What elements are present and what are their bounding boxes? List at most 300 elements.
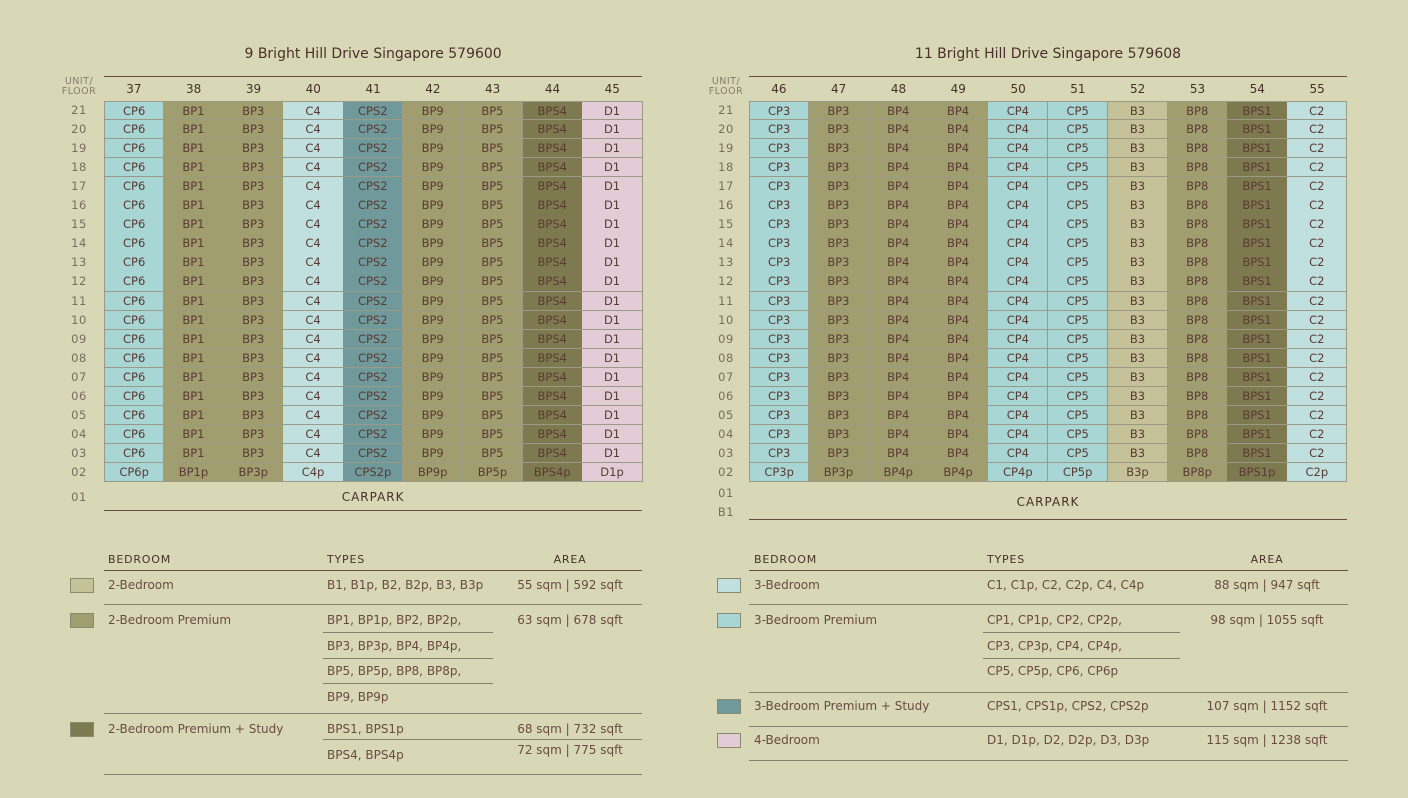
unit-type-cell[interactable]: BPS4	[523, 215, 583, 234]
unit-type-cell[interactable]: C4	[283, 196, 343, 215]
unit-type-cell[interactable]: CPS2	[343, 444, 403, 463]
unit-type-cell[interactable]: CP5	[1048, 139, 1108, 158]
unit-type-cell[interactable]: CP6	[104, 158, 164, 177]
unit-type-cell[interactable]: CP5	[1048, 387, 1108, 406]
unit-type-cell[interactable]: BP4	[928, 196, 988, 215]
unit-type-cell[interactable]: BP3	[224, 330, 284, 349]
unit-type-cell[interactable]: BP5	[463, 330, 523, 349]
unit-type-cell[interactable]: CP6	[104, 311, 164, 330]
unit-type-cell[interactable]: BP3	[224, 215, 284, 234]
unit-type-cell[interactable]: BP3	[224, 253, 284, 272]
unit-type-cell[interactable]: CPS2	[343, 349, 403, 368]
unit-type-cell[interactable]: CP6	[104, 444, 164, 463]
unit-type-cell[interactable]: CPS2	[343, 272, 403, 291]
unit-type-cell[interactable]: BP1	[164, 215, 224, 234]
unit-type-cell[interactable]: BP4	[869, 215, 929, 234]
unit-type-cell[interactable]: CP5	[1048, 101, 1108, 120]
unit-type-cell[interactable]: B3	[1108, 158, 1168, 177]
unit-type-cell[interactable]: BP3	[809, 387, 869, 406]
unit-type-cell[interactable]: BP5	[463, 292, 523, 311]
unit-type-cell[interactable]: BP1	[164, 292, 224, 311]
unit-type-cell[interactable]: BP4	[928, 406, 988, 425]
unit-type-cell[interactable]: D1	[582, 196, 642, 215]
unit-type-cell[interactable]: BP8	[1168, 120, 1228, 139]
unit-type-cell[interactable]: C2	[1287, 196, 1347, 215]
unit-type-cell[interactable]: CP6	[104, 368, 164, 387]
unit-type-cell[interactable]: BPS1	[1227, 368, 1287, 387]
unit-type-cell[interactable]: BPS4	[523, 311, 583, 330]
unit-type-cell[interactable]: BP1	[164, 101, 224, 120]
unit-type-cell[interactable]: BPS4	[523, 425, 583, 444]
unit-type-cell[interactable]: BP9	[403, 196, 463, 215]
unit-type-cell[interactable]: BPS4	[523, 158, 583, 177]
unit-type-cell[interactable]: BP5	[463, 368, 523, 387]
unit-type-cell[interactable]: BPS1	[1227, 177, 1287, 196]
unit-type-cell[interactable]: BP4	[869, 120, 929, 139]
unit-type-cell[interactable]: BPS4p	[523, 463, 583, 482]
unit-type-cell[interactable]: BP1	[164, 120, 224, 139]
unit-type-cell[interactable]: BPS1	[1227, 349, 1287, 368]
unit-type-cell[interactable]: BP9	[403, 368, 463, 387]
unit-type-cell[interactable]: CP5	[1048, 368, 1108, 387]
unit-type-cell[interactable]: CP5	[1048, 215, 1108, 234]
unit-type-cell[interactable]: C2	[1287, 101, 1347, 120]
unit-type-cell[interactable]: CP5	[1048, 349, 1108, 368]
unit-type-cell[interactable]: BPS4	[523, 196, 583, 215]
unit-type-cell[interactable]: D1	[582, 444, 642, 463]
unit-type-cell[interactable]: CP5	[1048, 406, 1108, 425]
unit-type-cell[interactable]: CP3	[749, 425, 809, 444]
unit-type-cell[interactable]: BP4	[928, 368, 988, 387]
unit-type-cell[interactable]: BP3	[224, 444, 284, 463]
unit-type-cell[interactable]: BP1p	[164, 463, 224, 482]
unit-type-cell[interactable]: BP9	[403, 215, 463, 234]
unit-type-cell[interactable]: CP6p	[104, 463, 164, 482]
unit-type-cell[interactable]: C4	[283, 139, 343, 158]
unit-type-cell[interactable]: CP4	[988, 253, 1048, 272]
unit-type-cell[interactable]: BP5	[463, 196, 523, 215]
unit-type-cell[interactable]: B3	[1108, 215, 1168, 234]
unit-type-cell[interactable]: CP4	[988, 292, 1048, 311]
unit-type-cell[interactable]: BPS1	[1227, 234, 1287, 253]
unit-type-cell[interactable]: CPS2	[343, 177, 403, 196]
unit-type-cell[interactable]: CP5	[1048, 158, 1108, 177]
unit-type-cell[interactable]: D1	[582, 349, 642, 368]
unit-type-cell[interactable]: BP9	[403, 158, 463, 177]
unit-type-cell[interactable]: BP4	[928, 425, 988, 444]
unit-type-cell[interactable]: D1	[582, 253, 642, 272]
unit-type-cell[interactable]: BP1	[164, 196, 224, 215]
unit-type-cell[interactable]: CP6	[104, 330, 164, 349]
unit-type-cell[interactable]: BP9	[403, 101, 463, 120]
unit-type-cell[interactable]: CP6	[104, 120, 164, 139]
unit-type-cell[interactable]: BPS4	[523, 234, 583, 253]
unit-type-cell[interactable]: CP4	[988, 177, 1048, 196]
unit-type-cell[interactable]: B3	[1108, 425, 1168, 444]
unit-type-cell[interactable]: C4	[283, 177, 343, 196]
unit-type-cell[interactable]: BP4	[869, 330, 929, 349]
unit-type-cell[interactable]: BP9	[403, 311, 463, 330]
unit-type-cell[interactable]: CP4	[988, 406, 1048, 425]
unit-type-cell[interactable]: BPS4	[523, 120, 583, 139]
unit-type-cell[interactable]: BP3	[809, 425, 869, 444]
unit-type-cell[interactable]: C4	[283, 330, 343, 349]
unit-type-cell[interactable]: D1	[582, 311, 642, 330]
unit-type-cell[interactable]: CPS2	[343, 253, 403, 272]
unit-type-cell[interactable]: BP9	[403, 425, 463, 444]
unit-type-cell[interactable]: CP3	[749, 196, 809, 215]
unit-type-cell[interactable]: BPS1	[1227, 444, 1287, 463]
unit-type-cell[interactable]: CPS2	[343, 387, 403, 406]
unit-type-cell[interactable]: D1	[582, 292, 642, 311]
unit-type-cell[interactable]: BP4	[928, 253, 988, 272]
unit-type-cell[interactable]: C4	[283, 406, 343, 425]
unit-type-cell[interactable]: BP8	[1168, 253, 1228, 272]
unit-type-cell[interactable]: B3	[1108, 387, 1168, 406]
unit-type-cell[interactable]: BP9	[403, 120, 463, 139]
unit-type-cell[interactable]: CP4p	[988, 463, 1048, 482]
unit-type-cell[interactable]: BP9	[403, 349, 463, 368]
unit-type-cell[interactable]: BPS1	[1227, 253, 1287, 272]
unit-type-cell[interactable]: BP3	[224, 311, 284, 330]
unit-type-cell[interactable]: BPS4	[523, 330, 583, 349]
unit-type-cell[interactable]: CP6	[104, 234, 164, 253]
unit-type-cell[interactable]: D1	[582, 234, 642, 253]
unit-type-cell[interactable]: CP3	[749, 120, 809, 139]
unit-type-cell[interactable]: CPS2	[343, 330, 403, 349]
unit-type-cell[interactable]: B3	[1108, 406, 1168, 425]
unit-type-cell[interactable]: BP8	[1168, 387, 1228, 406]
unit-type-cell[interactable]: BP4	[869, 272, 929, 291]
unit-type-cell[interactable]: BPS1	[1227, 425, 1287, 444]
unit-type-cell[interactable]: CP3	[749, 349, 809, 368]
unit-type-cell[interactable]: B3	[1108, 196, 1168, 215]
unit-type-cell[interactable]: CP4	[988, 234, 1048, 253]
unit-type-cell[interactable]: D1	[582, 272, 642, 291]
unit-type-cell[interactable]: BP3	[224, 406, 284, 425]
unit-type-cell[interactable]: BP4	[928, 330, 988, 349]
unit-type-cell[interactable]: BP4	[928, 101, 988, 120]
unit-type-cell[interactable]: BP1	[164, 444, 224, 463]
unit-type-cell[interactable]: BP5	[463, 253, 523, 272]
unit-type-cell[interactable]: BP4	[928, 387, 988, 406]
unit-type-cell[interactable]: C2p	[1287, 463, 1347, 482]
unit-type-cell[interactable]: BP4	[928, 311, 988, 330]
unit-type-cell[interactable]: BP8	[1168, 234, 1228, 253]
unit-type-cell[interactable]: D1	[582, 406, 642, 425]
unit-type-cell[interactable]: C4	[283, 311, 343, 330]
unit-type-cell[interactable]: B3	[1108, 139, 1168, 158]
unit-type-cell[interactable]: C4	[283, 425, 343, 444]
unit-type-cell[interactable]: CP5	[1048, 272, 1108, 291]
unit-type-cell[interactable]: BP1	[164, 177, 224, 196]
unit-type-cell[interactable]: BP3	[224, 292, 284, 311]
unit-type-cell[interactable]: BPS1	[1227, 158, 1287, 177]
unit-type-cell[interactable]: BP8	[1168, 349, 1228, 368]
unit-type-cell[interactable]: BP4	[869, 349, 929, 368]
unit-type-cell[interactable]: CP6	[104, 215, 164, 234]
unit-type-cell[interactable]: D1p	[582, 463, 642, 482]
unit-type-cell[interactable]: C2	[1287, 406, 1347, 425]
unit-type-cell[interactable]: BP1	[164, 349, 224, 368]
unit-type-cell[interactable]: C2	[1287, 120, 1347, 139]
unit-type-cell[interactable]: BP4	[869, 311, 929, 330]
unit-type-cell[interactable]: BP4	[869, 158, 929, 177]
unit-type-cell[interactable]: B3	[1108, 272, 1168, 291]
unit-type-cell[interactable]: BP3	[809, 292, 869, 311]
unit-type-cell[interactable]: CP3	[749, 368, 809, 387]
unit-type-cell[interactable]: B3	[1108, 444, 1168, 463]
unit-type-cell[interactable]: BP9	[403, 139, 463, 158]
unit-type-cell[interactable]: BP3	[809, 177, 869, 196]
unit-type-cell[interactable]: BPS4	[523, 349, 583, 368]
unit-type-cell[interactable]: C2	[1287, 349, 1347, 368]
unit-type-cell[interactable]: BP3	[809, 234, 869, 253]
unit-type-cell[interactable]: BP4	[869, 406, 929, 425]
unit-type-cell[interactable]: B3	[1108, 234, 1168, 253]
unit-type-cell[interactable]: BP4	[928, 158, 988, 177]
unit-type-cell[interactable]: BP8	[1168, 158, 1228, 177]
unit-type-cell[interactable]: C2	[1287, 139, 1347, 158]
unit-type-cell[interactable]: CP6	[104, 139, 164, 158]
unit-type-cell[interactable]: CP5	[1048, 444, 1108, 463]
unit-type-cell[interactable]: CPS2	[343, 292, 403, 311]
unit-type-cell[interactable]: BP5	[463, 387, 523, 406]
unit-type-cell[interactable]: C2	[1287, 444, 1347, 463]
unit-type-cell[interactable]: BP4	[869, 101, 929, 120]
unit-type-cell[interactable]: CP4	[988, 368, 1048, 387]
unit-type-cell[interactable]: C2	[1287, 292, 1347, 311]
unit-type-cell[interactable]: C2	[1287, 234, 1347, 253]
unit-type-cell[interactable]: D1	[582, 101, 642, 120]
unit-type-cell[interactable]: BP5	[463, 215, 523, 234]
unit-type-cell[interactable]: CPS2	[343, 101, 403, 120]
unit-type-cell[interactable]: CP4	[988, 215, 1048, 234]
unit-type-cell[interactable]: BP5	[463, 101, 523, 120]
unit-type-cell[interactable]: BPS1	[1227, 215, 1287, 234]
unit-type-cell[interactable]: BP9	[403, 330, 463, 349]
unit-type-cell[interactable]: BP8	[1168, 101, 1228, 120]
unit-type-cell[interactable]: BPS1	[1227, 101, 1287, 120]
unit-type-cell[interactable]: BP3	[809, 368, 869, 387]
unit-type-cell[interactable]: BP1	[164, 234, 224, 253]
unit-type-cell[interactable]: BPS1	[1227, 120, 1287, 139]
unit-type-cell[interactable]: BP9	[403, 444, 463, 463]
unit-type-cell[interactable]: BP1	[164, 387, 224, 406]
unit-type-cell[interactable]: BPS4	[523, 444, 583, 463]
unit-type-cell[interactable]: BP5	[463, 234, 523, 253]
unit-type-cell[interactable]: CP4	[988, 349, 1048, 368]
unit-type-cell[interactable]: CP4	[988, 311, 1048, 330]
unit-type-cell[interactable]: C4	[283, 387, 343, 406]
unit-type-cell[interactable]: BP3	[809, 311, 869, 330]
unit-type-cell[interactable]: BP3	[224, 158, 284, 177]
unit-type-cell[interactable]: B3	[1108, 349, 1168, 368]
unit-type-cell[interactable]: BP8	[1168, 311, 1228, 330]
unit-type-cell[interactable]: BP1	[164, 158, 224, 177]
unit-type-cell[interactable]: BP3	[224, 177, 284, 196]
unit-type-cell[interactable]: D1	[582, 387, 642, 406]
unit-type-cell[interactable]: CP3	[749, 158, 809, 177]
unit-type-cell[interactable]: BP1	[164, 139, 224, 158]
unit-type-cell[interactable]: BPS4	[523, 406, 583, 425]
unit-type-cell[interactable]: CP5	[1048, 330, 1108, 349]
unit-type-cell[interactable]: BP3p	[809, 463, 869, 482]
unit-type-cell[interactable]: B3	[1108, 330, 1168, 349]
unit-type-cell[interactable]: CP6	[104, 387, 164, 406]
unit-type-cell[interactable]: BP4	[869, 292, 929, 311]
unit-type-cell[interactable]: BP9p	[403, 463, 463, 482]
unit-type-cell[interactable]: BP4	[928, 444, 988, 463]
unit-type-cell[interactable]: CP3	[749, 444, 809, 463]
unit-type-cell[interactable]: BP4p	[928, 463, 988, 482]
unit-type-cell[interactable]: C2	[1287, 158, 1347, 177]
unit-type-cell[interactable]: BP3	[809, 101, 869, 120]
unit-type-cell[interactable]: CPS2	[343, 215, 403, 234]
unit-type-cell[interactable]: BP9	[403, 234, 463, 253]
unit-type-cell[interactable]: BP5	[463, 311, 523, 330]
unit-type-cell[interactable]: CP5	[1048, 234, 1108, 253]
unit-type-cell[interactable]: BP8	[1168, 292, 1228, 311]
unit-type-cell[interactable]: BP8	[1168, 177, 1228, 196]
unit-type-cell[interactable]: C4	[283, 272, 343, 291]
unit-type-cell[interactable]: C4	[283, 101, 343, 120]
unit-type-cell[interactable]: BP3	[224, 101, 284, 120]
unit-type-cell[interactable]: BP4	[869, 444, 929, 463]
unit-type-cell[interactable]: C4	[283, 120, 343, 139]
unit-type-cell[interactable]: BP8	[1168, 196, 1228, 215]
unit-type-cell[interactable]: B3	[1108, 101, 1168, 120]
unit-type-cell[interactable]: BPS1	[1227, 196, 1287, 215]
unit-type-cell[interactable]: CP4	[988, 196, 1048, 215]
unit-type-cell[interactable]: BP3	[809, 139, 869, 158]
unit-type-cell[interactable]: CP3	[749, 292, 809, 311]
unit-type-cell[interactable]: BP8	[1168, 215, 1228, 234]
unit-type-cell[interactable]: C4	[283, 253, 343, 272]
unit-type-cell[interactable]: CPS2	[343, 406, 403, 425]
unit-type-cell[interactable]: CP3	[749, 215, 809, 234]
unit-type-cell[interactable]: BP9	[403, 387, 463, 406]
unit-type-cell[interactable]: BPS4	[523, 177, 583, 196]
unit-type-cell[interactable]: CP5	[1048, 311, 1108, 330]
unit-type-cell[interactable]: BP9	[403, 253, 463, 272]
unit-type-cell[interactable]: C4	[283, 349, 343, 368]
unit-type-cell[interactable]: BP8	[1168, 368, 1228, 387]
unit-type-cell[interactable]: B3	[1108, 292, 1168, 311]
unit-type-cell[interactable]: CP6	[104, 101, 164, 120]
unit-type-cell[interactable]: BP5	[463, 177, 523, 196]
unit-type-cell[interactable]: BP1	[164, 330, 224, 349]
unit-type-cell[interactable]: BP3	[809, 349, 869, 368]
unit-type-cell[interactable]: CP3	[749, 311, 809, 330]
unit-type-cell[interactable]: BP8	[1168, 406, 1228, 425]
unit-type-cell[interactable]: BPS1	[1227, 292, 1287, 311]
unit-type-cell[interactable]: BP3	[224, 234, 284, 253]
unit-type-cell[interactable]: B3	[1108, 368, 1168, 387]
unit-type-cell[interactable]: BP3	[224, 120, 284, 139]
unit-type-cell[interactable]: D1	[582, 158, 642, 177]
unit-type-cell[interactable]: C4	[283, 158, 343, 177]
unit-type-cell[interactable]: B3	[1108, 253, 1168, 272]
unit-type-cell[interactable]: CP4	[988, 272, 1048, 291]
unit-type-cell[interactable]: CP3	[749, 177, 809, 196]
unit-type-cell[interactable]: BP4	[869, 196, 929, 215]
unit-type-cell[interactable]: BP8p	[1168, 463, 1228, 482]
unit-type-cell[interactable]: CP3p	[749, 463, 809, 482]
unit-type-cell[interactable]: B3p	[1108, 463, 1168, 482]
unit-type-cell[interactable]: BP4	[928, 139, 988, 158]
unit-type-cell[interactable]: BP4	[928, 215, 988, 234]
unit-type-cell[interactable]: CP6	[104, 177, 164, 196]
unit-type-cell[interactable]: BP8	[1168, 330, 1228, 349]
unit-type-cell[interactable]: C2	[1287, 215, 1347, 234]
unit-type-cell[interactable]: BP5	[463, 349, 523, 368]
unit-type-cell[interactable]: BP1	[164, 406, 224, 425]
unit-type-cell[interactable]: BP4	[928, 234, 988, 253]
unit-type-cell[interactable]: BP5	[463, 158, 523, 177]
unit-type-cell[interactable]: D1	[582, 215, 642, 234]
unit-type-cell[interactable]: BPS4	[523, 101, 583, 120]
unit-type-cell[interactable]: CP6	[104, 425, 164, 444]
unit-type-cell[interactable]: CP3	[749, 101, 809, 120]
unit-type-cell[interactable]: BPS4	[523, 387, 583, 406]
unit-type-cell[interactable]: BPS1	[1227, 311, 1287, 330]
unit-type-cell[interactable]: BPS1	[1227, 330, 1287, 349]
unit-type-cell[interactable]: BPS4	[523, 253, 583, 272]
unit-type-cell[interactable]: BPS1p	[1227, 463, 1287, 482]
unit-type-cell[interactable]: CPS2	[343, 368, 403, 387]
unit-type-cell[interactable]: C2	[1287, 272, 1347, 291]
unit-type-cell[interactable]: BP3	[224, 272, 284, 291]
unit-type-cell[interactable]: BP3	[809, 120, 869, 139]
unit-type-cell[interactable]: BP5	[463, 425, 523, 444]
unit-type-cell[interactable]: BP3	[809, 330, 869, 349]
unit-type-cell[interactable]: BP5p	[463, 463, 523, 482]
unit-type-cell[interactable]: BP4	[928, 349, 988, 368]
unit-type-cell[interactable]: BP3	[224, 349, 284, 368]
unit-type-cell[interactable]: CPS2	[343, 234, 403, 253]
unit-type-cell[interactable]: CP4	[988, 444, 1048, 463]
unit-type-cell[interactable]: CPS2p	[343, 463, 403, 482]
unit-type-cell[interactable]: BP3	[224, 139, 284, 158]
unit-type-cell[interactable]: CPS2	[343, 158, 403, 177]
unit-type-cell[interactable]: D1	[582, 139, 642, 158]
unit-type-cell[interactable]: BP3	[809, 406, 869, 425]
unit-type-cell[interactable]: CP3	[749, 330, 809, 349]
unit-type-cell[interactable]: BP1	[164, 425, 224, 444]
unit-type-cell[interactable]: CP4	[988, 387, 1048, 406]
unit-type-cell[interactable]: BP4	[869, 177, 929, 196]
unit-type-cell[interactable]: CP4	[988, 139, 1048, 158]
unit-type-cell[interactable]: C4	[283, 234, 343, 253]
unit-type-cell[interactable]: B3	[1108, 120, 1168, 139]
unit-type-cell[interactable]: BP9	[403, 406, 463, 425]
unit-type-cell[interactable]: D1	[582, 330, 642, 349]
unit-type-cell[interactable]: CP4	[988, 425, 1048, 444]
unit-type-cell[interactable]: BP5	[463, 406, 523, 425]
unit-type-cell[interactable]: BPS1	[1227, 272, 1287, 291]
unit-type-cell[interactable]: CPS2	[343, 120, 403, 139]
unit-type-cell[interactable]: BP9	[403, 272, 463, 291]
unit-type-cell[interactable]: CP5	[1048, 425, 1108, 444]
unit-type-cell[interactable]: BP3	[809, 215, 869, 234]
unit-type-cell[interactable]: BP8	[1168, 139, 1228, 158]
unit-type-cell[interactable]: BPS1	[1227, 406, 1287, 425]
unit-type-cell[interactable]: CP4	[988, 330, 1048, 349]
unit-type-cell[interactable]: CP5	[1048, 292, 1108, 311]
unit-type-cell[interactable]: BP1	[164, 272, 224, 291]
unit-type-cell[interactable]: CP3	[749, 139, 809, 158]
